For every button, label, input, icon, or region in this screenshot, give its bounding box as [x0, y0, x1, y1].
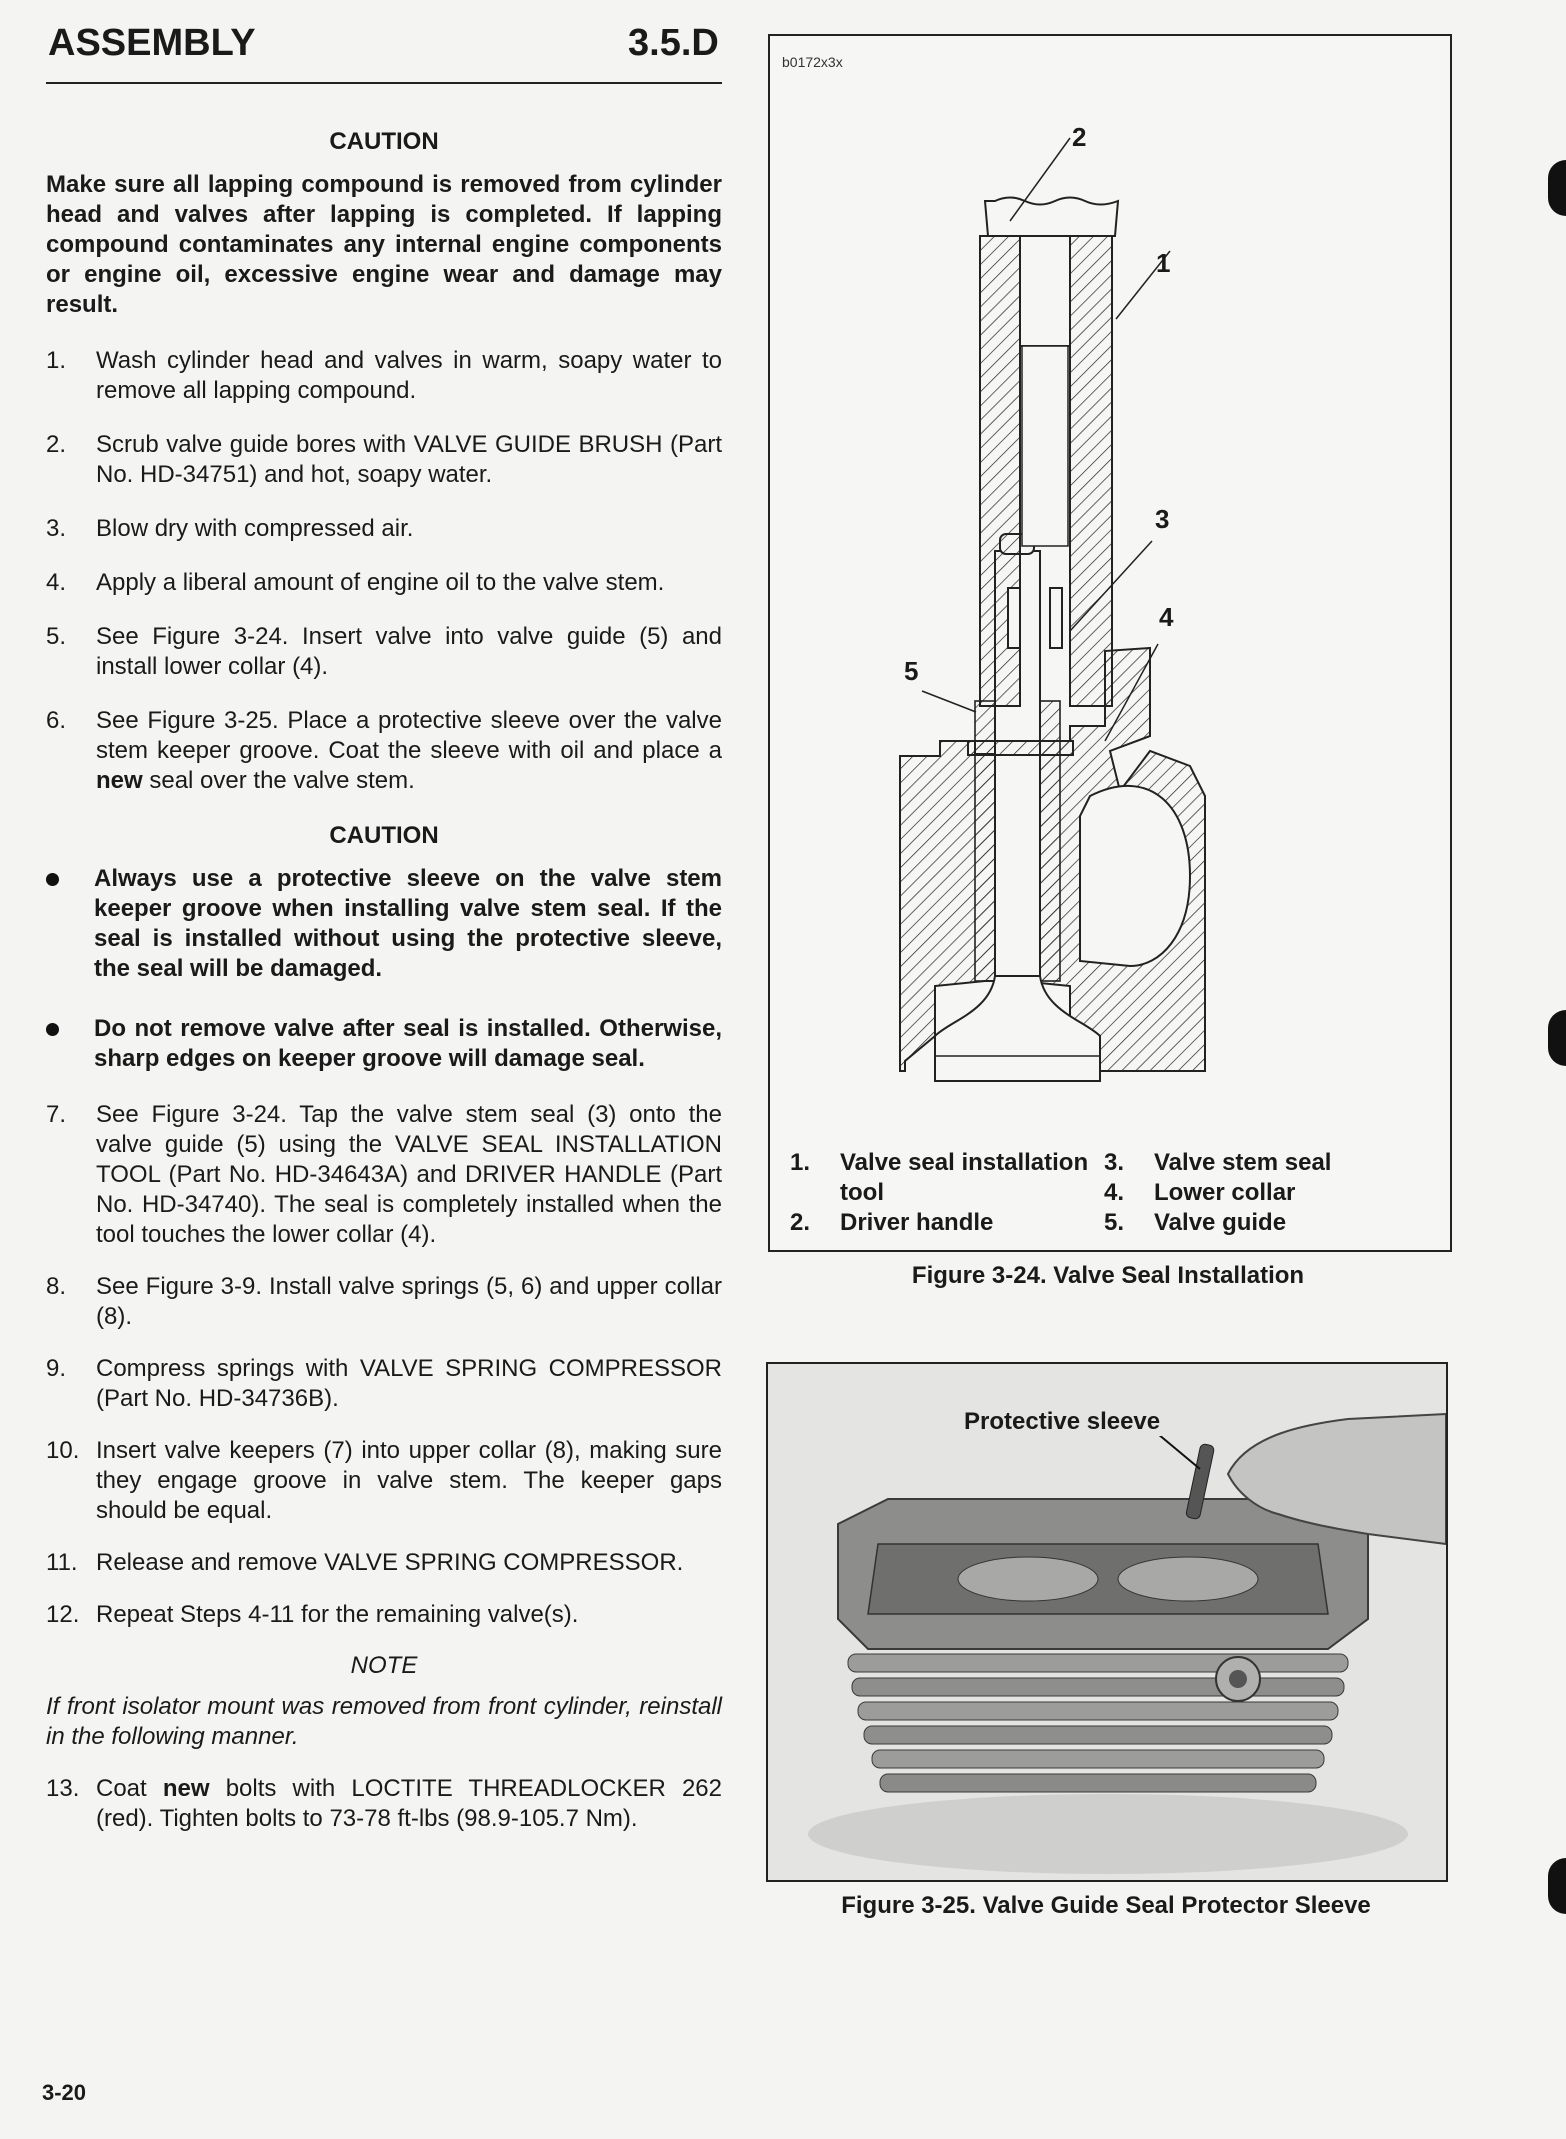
step-item	[46, 706, 722, 796]
step-item	[46, 346, 722, 406]
step-number: 3.	[46, 515, 67, 542]
step-text: Wash cylinder head and valves in warm, soapy water to remove all lapping compound.	[96, 347, 722, 404]
note-text: If front isolator mount was removed from front cylinder, reinstall in the following manner.	[46, 1693, 722, 1750]
caution-heading: CAUTION	[329, 822, 439, 849]
step-text: See Figure 3-24. Insert valve into valve guide (5) and install lower collar (4).	[96, 623, 722, 680]
step-emphasis: new	[162, 1775, 210, 1802]
step-item	[46, 568, 722, 598]
step-item	[46, 430, 722, 490]
step-number: 6.	[46, 707, 67, 734]
step-emphasis: new	[96, 767, 143, 794]
figure-3-25-box	[766, 1362, 1448, 1882]
step-item	[46, 1548, 722, 1578]
step-text: Scrub valve guide bores with VALVE GUIDE BRUSH (Part No. HD-34751) and hot, soapy water.	[96, 431, 722, 488]
step-item	[46, 1436, 722, 1526]
bullet-text: Do not remove valve after seal is installed. Otherwise, sharp edges on keeper groove will damage seal.	[94, 1015, 722, 1072]
legend-item	[1104, 1178, 1404, 1208]
step-text: Compress springs with VALVE SPRING COMPRESSOR (Part No. HD-34736B).	[96, 1355, 722, 1412]
step-text: Release and remove VALVE SPRING COMPRESSOR.	[96, 1549, 684, 1576]
protective-sleeve-label: Protective sleeve	[960, 1408, 1164, 1436]
step-text-part: seal over the valve stem.	[142, 767, 415, 794]
step-text-part: bolts with LOCTITE THREADLOCKER 262 (red). Tighten bolts to 73-78 ft-lbs (98.9-105.7 Nm).	[96, 1775, 722, 1832]
step-text: Repeat Steps 4-11 for the remaining valve(s).	[96, 1601, 579, 1628]
legend-label: Valve guide	[1154, 1209, 1287, 1236]
steps-list-a	[46, 346, 722, 796]
caution-bullet	[46, 864, 722, 984]
step-number: 4.	[46, 569, 67, 596]
legend-number: 4.	[1104, 1179, 1125, 1206]
note-heading: NOTE	[350, 1652, 418, 1679]
step-text	[96, 1774, 722, 1834]
left-column	[46, 128, 722, 1834]
legend-item	[790, 1208, 1090, 1238]
legend-number: 1.	[790, 1149, 811, 1176]
legend-number: 3.	[1104, 1149, 1125, 1176]
steps-list-c	[46, 1774, 722, 1834]
step-text: Apply a liberal amount of engine oil to the valve stem.	[96, 569, 665, 596]
legend-item	[790, 1148, 1090, 1208]
step-number: 9.	[46, 1355, 67, 1382]
callout-4: 4	[1159, 602, 1174, 632]
step-item	[46, 514, 722, 544]
figure-3-25-caption: Figure 3-25. Valve Guide Seal Protector Sleeve	[841, 1892, 1371, 1919]
caution-text: Make sure all lapping compound is removed from cylinder head and valves after lapping is completed. If lapping compound contaminates any internal engine components or engine oil, excessive engine wear and damage may result.	[46, 171, 722, 318]
step-text: See Figure 3-24. Tap the valve stem seal (3) onto the valve guide (5) using the VALVE SEAL INSTALLATION TOOL (Part No. HD-34643A) and DRIVER HANDLE (Part No. HD-34740). The seal is completely installed when the tool touches the lower collar (4).	[96, 1101, 722, 1248]
legend-number: 2.	[790, 1209, 811, 1236]
figure-3-24-caption: Figure 3-24. Valve Seal Installation	[911, 1262, 1305, 1289]
caution-heading: CAUTION	[329, 128, 439, 155]
callout-1: 1	[1156, 248, 1171, 278]
step-number: 1.	[46, 347, 67, 374]
step-text	[96, 706, 722, 796]
binder-tab	[1548, 1010, 1566, 1066]
step-number: 10.	[46, 1437, 80, 1464]
header-rule	[46, 82, 722, 84]
legend-item	[1104, 1208, 1404, 1238]
step-text: Insert valve keepers (7) into upper collar (8), making sure they engage groove in valve stem. The keeper gaps should be equal.	[96, 1437, 722, 1524]
step-number: 5.	[46, 623, 67, 650]
valve-seal-diagram	[770, 36, 1450, 1136]
step-text: Blow dry with compressed air.	[96, 515, 414, 542]
callout-5: 5	[904, 656, 919, 686]
legend-label: Lower collar	[1154, 1179, 1296, 1206]
binder-tab	[1548, 1858, 1566, 1914]
step-text-part: See Figure 3-25. Place a protective sleeve over the valve stem keeper groove. Coat the sleeve with oil and place a	[96, 707, 722, 764]
step-text: See Figure 3-9. Install valve springs (5, 6) and upper collar (8).	[96, 1273, 722, 1330]
step-number: 8.	[46, 1273, 67, 1300]
step-text-part: Coat	[96, 1775, 163, 1802]
caution-bullets	[46, 864, 722, 1074]
caution-bullet	[46, 1014, 722, 1074]
bullet-text: Always use a protective sleeve on the valve stem keeper groove when installing valve stem seal. If the seal is installed without using the protective sleeve, the seal will be damaged.	[94, 865, 722, 982]
step-number: 7.	[46, 1101, 67, 1128]
step-number: 12.	[46, 1601, 80, 1628]
step-number: 13.	[46, 1775, 80, 1802]
figure-3-24-box	[768, 34, 1452, 1252]
legend-label: Driver handle	[840, 1209, 994, 1236]
bullet-icon	[46, 873, 59, 886]
page-number: 3-20	[42, 2080, 87, 2105]
binder-tab	[1548, 160, 1566, 216]
step-item	[46, 1600, 722, 1630]
legend-number: 5.	[1104, 1209, 1125, 1236]
callout-2: 2	[1072, 122, 1087, 152]
legend-label: Valve seal installation tool	[840, 1149, 1089, 1206]
cylinder-head-photo	[768, 1364, 1446, 1880]
step-item	[46, 1774, 722, 1834]
section-number: 3.5.D	[628, 22, 719, 64]
callout-3: 3	[1155, 504, 1170, 534]
step-item	[46, 622, 722, 682]
step-item	[46, 1272, 722, 1332]
step-number: 2.	[46, 431, 67, 458]
legend-item	[1104, 1148, 1404, 1178]
step-item	[46, 1100, 722, 1250]
legend-label: Valve stem seal	[1154, 1149, 1332, 1176]
figure-code: b0172x3x	[782, 54, 843, 70]
steps-list-b	[46, 1100, 722, 1630]
step-number: 11.	[46, 1549, 78, 1576]
bullet-icon	[46, 1023, 59, 1036]
step-item	[46, 1354, 722, 1414]
section-title: ASSEMBLY	[48, 22, 256, 64]
